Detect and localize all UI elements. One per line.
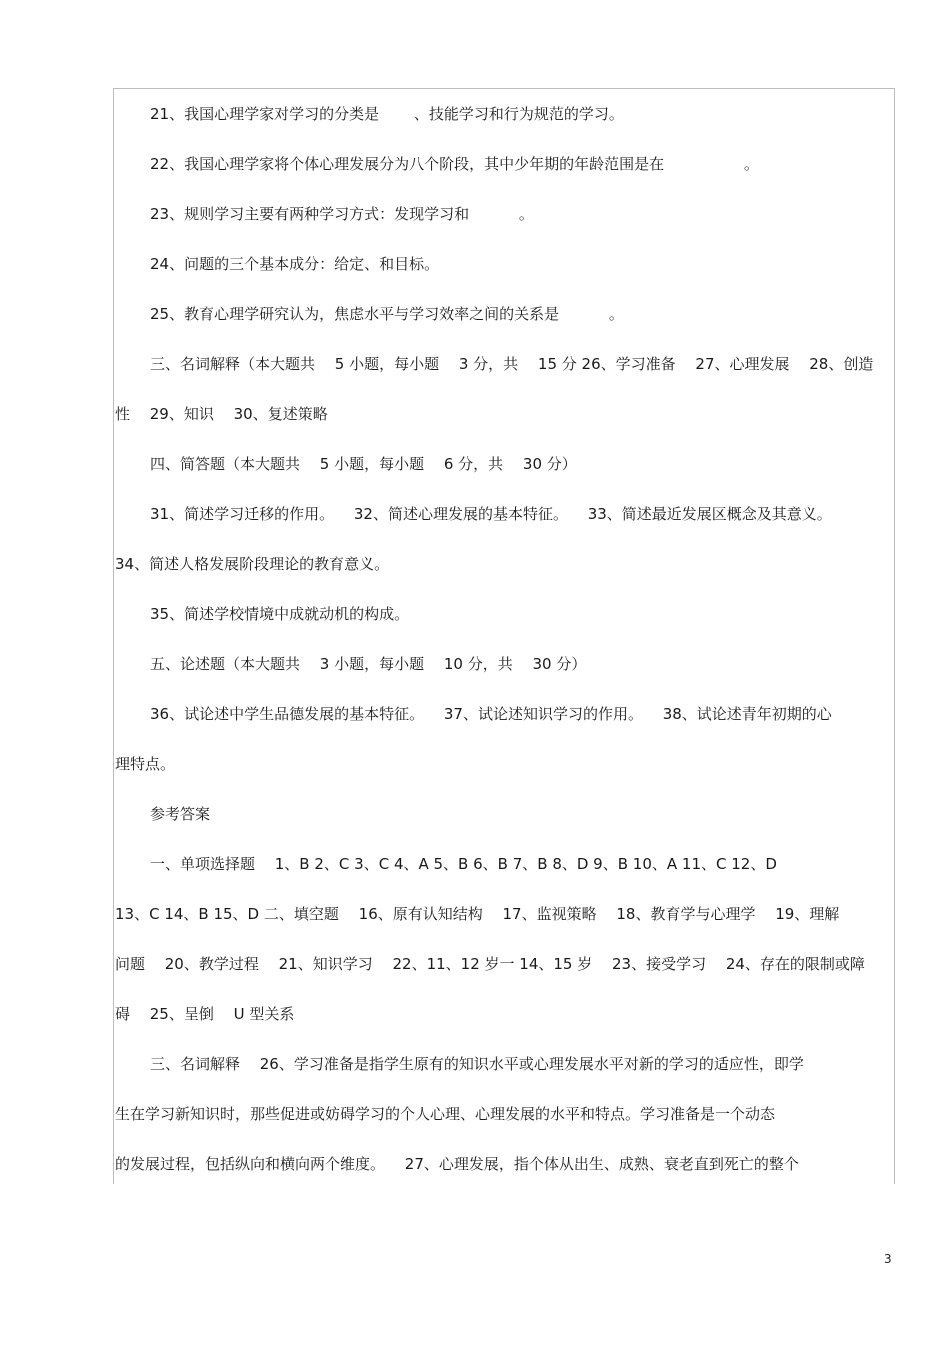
text-line: 三、名词解释 26、学习准备是指学生原有的知识水平或心理发展水平对新的学习的适应性，即学 [150, 1055, 804, 1073]
text-line: 三、名词解释（本大题共 5 小题，每小题 3 分，共 15 分 26、学习准备 27、心理发展 28、创造 [150, 355, 874, 373]
text-line: 36、试论述中学生品德发展的基本特征。 37、试论述知识学习的作用。 38、试论述青年初期的心 [150, 705, 832, 723]
text-line: 25、教育心理学研究认为，焦虑水平与学习效率之间的关系是 。 [150, 305, 624, 323]
text-line: 35、简述学校情境中成就动机的构成。 [150, 605, 410, 623]
text-line: 31、简述学习迁移的作用。 32、简述心理发展的基本特征。 33、简述最近发展区概念及其意义。 [150, 505, 832, 523]
text-line: 一、单项选择题 1、B 2、C 3、C 4、A 5、B 6、B 7、B 8、D 9、B 10、A 11、C 12、D [150, 855, 777, 873]
text-line: 性 29、知识 30、复述策略 [115, 405, 328, 423]
text-line: 23、规则学习主要有两种学习方式：发现学习和 。 [150, 205, 534, 223]
text-line: 22、我国心理学家将个体心理发展分为八个阶段，其中少年期的年龄范围是在 。 [150, 155, 759, 173]
text-line: 34、简述人格发展阶段理论的教育意义。 [115, 555, 390, 573]
text-line: 13、C 14、B 15、D 二、填空题 16、原有认知结构 17、监视策略 18、教育学与心理学 19、理解 [115, 905, 840, 923]
text-line: 问题 20、教学过程 21、知识学习 22、11、12 岁一 14、15 岁 23、接受学习 24、存在的限制或障 [115, 955, 865, 973]
text-line: 生在学习新知识时，那些促进或妨碍学习的个人心理、心理发展的水平和特点。学习准备是一个动态 [115, 1105, 776, 1123]
text-line: 理特点。 [115, 755, 176, 773]
text-line: 碍 25、呈倒 U 型关系 [115, 1005, 295, 1023]
section-heading: 参考答案 [150, 805, 211, 823]
text-line: 24、问题的三个基本成分：给定、和目标。 [150, 255, 440, 273]
page-number: 3 [884, 1252, 892, 1266]
text-line: 的发展过程，包括纵向和横向两个维度。 27、心理发展，指个体从出生、成熟、衰老直到死亡的整个 [115, 1155, 799, 1173]
text-line: 四、简答题（本大题共 5 小题，每小题 6 分，共 30 分） [150, 455, 577, 473]
text-line: 五、论述题（本大题共 3 小题，每小题 10 分，共 30 分） [150, 655, 587, 673]
text-line: 21、我国心理学家对学习的分类是 、技能学习和行为规范的学习。 [150, 105, 624, 123]
